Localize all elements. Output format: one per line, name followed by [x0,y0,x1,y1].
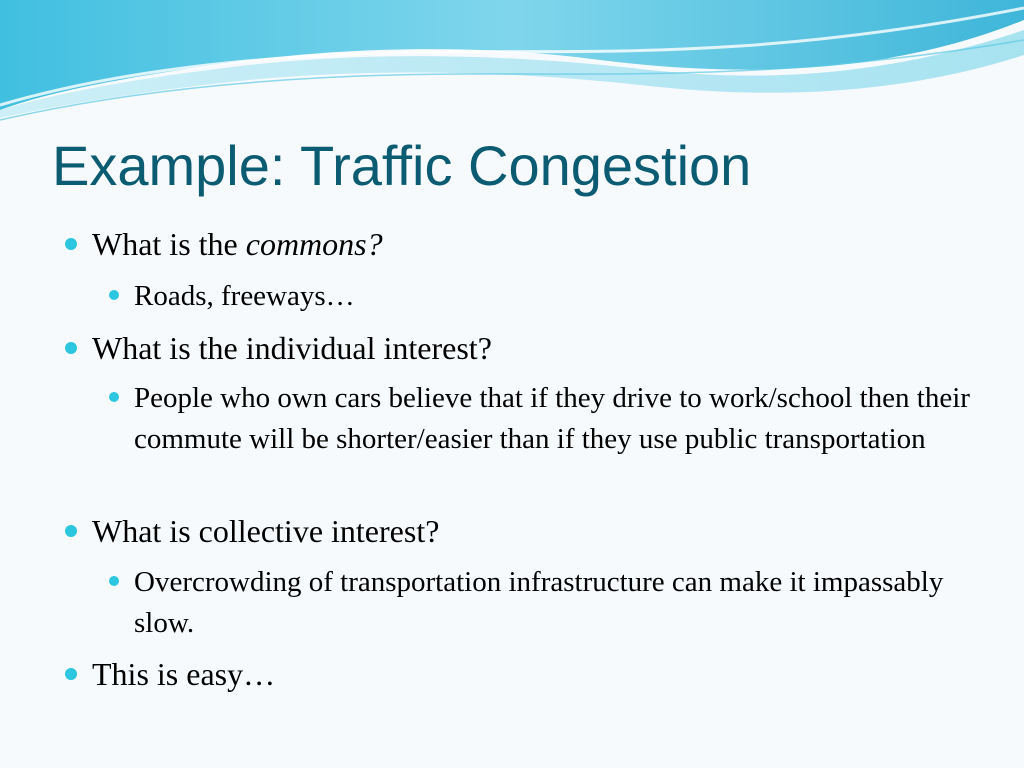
bullet-emphasis: commons? [245,226,383,262]
sub-bullet-text: People who own cars believe that if they drive to work/school then their commute will be shorter/easier than if they use public transportation [134,382,970,455]
bullet-dot-icon [109,576,119,586]
sub-bullet-text: Roads, freeways… [134,280,355,312]
bullet-dot-icon [65,342,77,354]
bullet-item [92,511,439,551]
sub-bullet-text: Overcrowding of transportation infrastructure can make it impassably slow. [134,566,944,639]
bullet-item [92,328,492,368]
sub-bullet-item [134,378,984,460]
bullet-text: This is easy… [92,656,276,692]
sub-bullet-item [134,276,984,317]
sub-bullet-item [134,562,984,644]
bullet-text: What is collective interest? [92,513,440,549]
bullet-dot-icon [109,392,119,402]
bullet-text: What is the individual interest? [92,330,492,366]
bullet-text: What is the [92,226,246,262]
bullet-dot-icon [65,668,77,680]
bullet-dot-icon [109,290,119,300]
bullet-item [92,654,275,694]
bullet-dot-icon [65,238,77,250]
bullet-item [92,224,383,264]
bullet-dot-icon [65,525,77,537]
slide-title: Example: Traffic Congestion [52,134,752,197]
